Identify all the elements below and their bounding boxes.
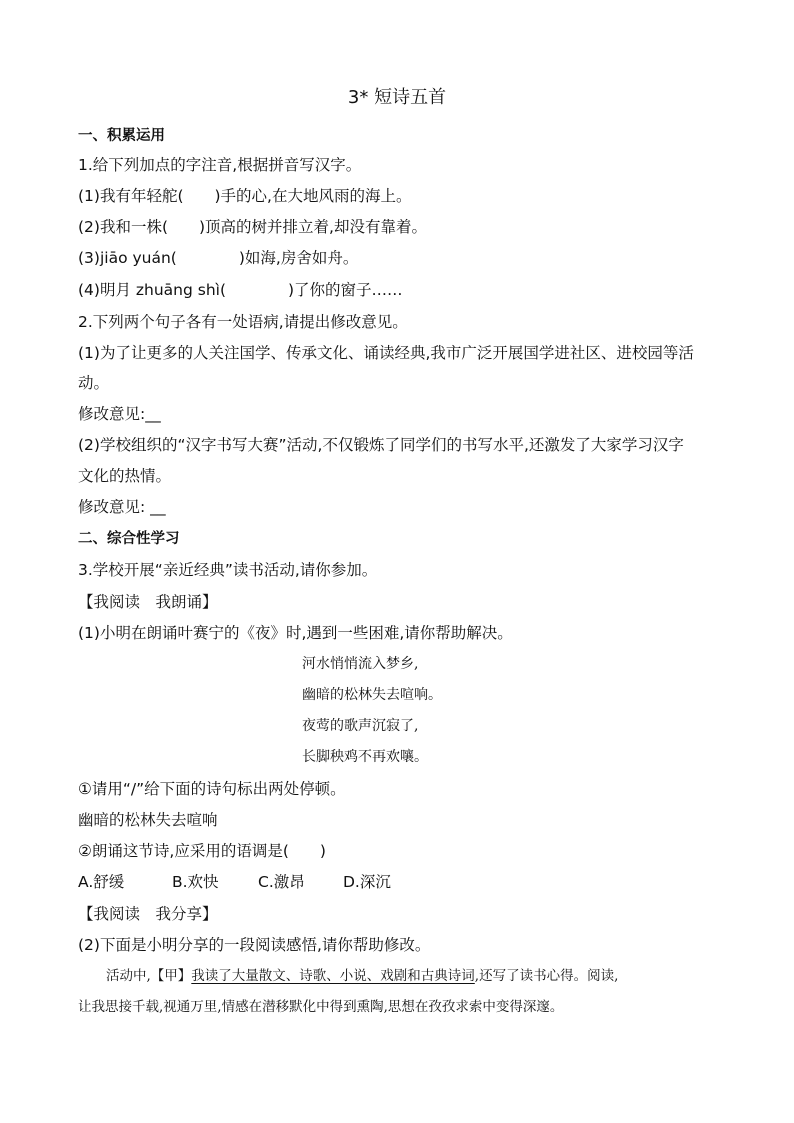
page-title: 3* 短诗五首 <box>347 87 447 108</box>
passage-line-1 <box>106 966 618 986</box>
question-2-sentence-2-line-2: 文化的热情。 <box>78 467 172 485</box>
poem-line-4: 长脚秧鸡不再欢嚷。 <box>302 749 428 765</box>
question-2-sentence-2-line-1: (2)学校组织的“汉字书写大赛”活动,不仅锻炼了同学们的书写水平,还激发了大家学习汉字 <box>78 436 684 454</box>
section-heading-2: 二、综合性学习 <box>78 531 180 547</box>
question-1-item-3: (3)jiāo yuán( )如海,房舍如舟。 <box>78 249 359 267</box>
option-c: C.激昂 <box>258 873 305 891</box>
question-2-sentence-1-line-1: (1)为了让更多的人关注国学、传承文化、诵读经典,我市广泛开展国学进社区、进校园等活 <box>78 344 694 362</box>
section-heading-1: 一、积累运用 <box>78 128 165 144</box>
question-2-sentence-1-line-2: 动。 <box>78 374 110 392</box>
question-3-sub-2: ②朗诵这节诗,应采用的语调是( ) <box>78 842 326 860</box>
question-1-item-2: (2)我和一株( )顶高的树并排立着,却没有靠着。 <box>78 218 427 236</box>
question-1-item-1: (1)我有年轻舵( )手的心,在大地风雨的海上。 <box>78 187 412 205</box>
poem-line-2: 幽暗的松林失去喧响。 <box>302 687 442 703</box>
question-2-advice-1: 修改意见:__ <box>78 405 161 423</box>
passage-underlined-sentence: 我读了大量散文、诗歌、小说、戏剧和古典诗词 <box>191 968 475 984</box>
question-3-part-2: (2)下面是小明分享的一段阅读感悟,请你帮助修改。 <box>78 936 431 954</box>
question-3-part-1: (1)小明在朗诵叶赛宁的《夜》时,遇到一些困难,请你帮助解决。 <box>78 624 513 642</box>
passage-prefix: 活动中,【甲】 <box>106 968 192 984</box>
poem-line-1: 河水悄悄流入梦乡, <box>302 656 419 672</box>
option-b: B.欢快 <box>172 873 219 891</box>
question-1-item-4: (4)明月 zhuāng shì( )了你的窗子…… <box>78 281 403 299</box>
question-3-stem: 3.学校开展“亲近经典”读书活动,请你参加。 <box>78 561 378 579</box>
question-2-advice-2: 修改意见: __ <box>78 498 166 516</box>
question-3-heading-2: 【我阅读 我分享】 <box>78 905 218 923</box>
question-3-heading-1: 【我阅读 我朗诵】 <box>78 593 218 611</box>
question-3-sub-1-verse: 幽暗的松林失去喧响 <box>78 811 218 829</box>
poem-line-3: 夜莺的歌声沉寂了, <box>302 718 419 734</box>
option-a: A.舒缓 <box>78 873 125 891</box>
question-3-sub-1: ①请用“/”给下面的诗句标出两处停顿。 <box>78 780 346 798</box>
passage-line-2: 让我思接千载,视通万里,情感在潜移默化中得到熏陶,思想在孜孜求索中变得深邃。 <box>78 999 564 1015</box>
question-2-stem: 2.下列两个句子各有一处语病,请提出修改意见。 <box>78 313 408 331</box>
passage-suffix: ,还写了读书心得。阅读, <box>474 968 619 984</box>
question-1-stem: 1.给下列加点的字注音,根据拼音写汉字。 <box>78 156 362 174</box>
option-d: D.深沉 <box>343 873 391 891</box>
